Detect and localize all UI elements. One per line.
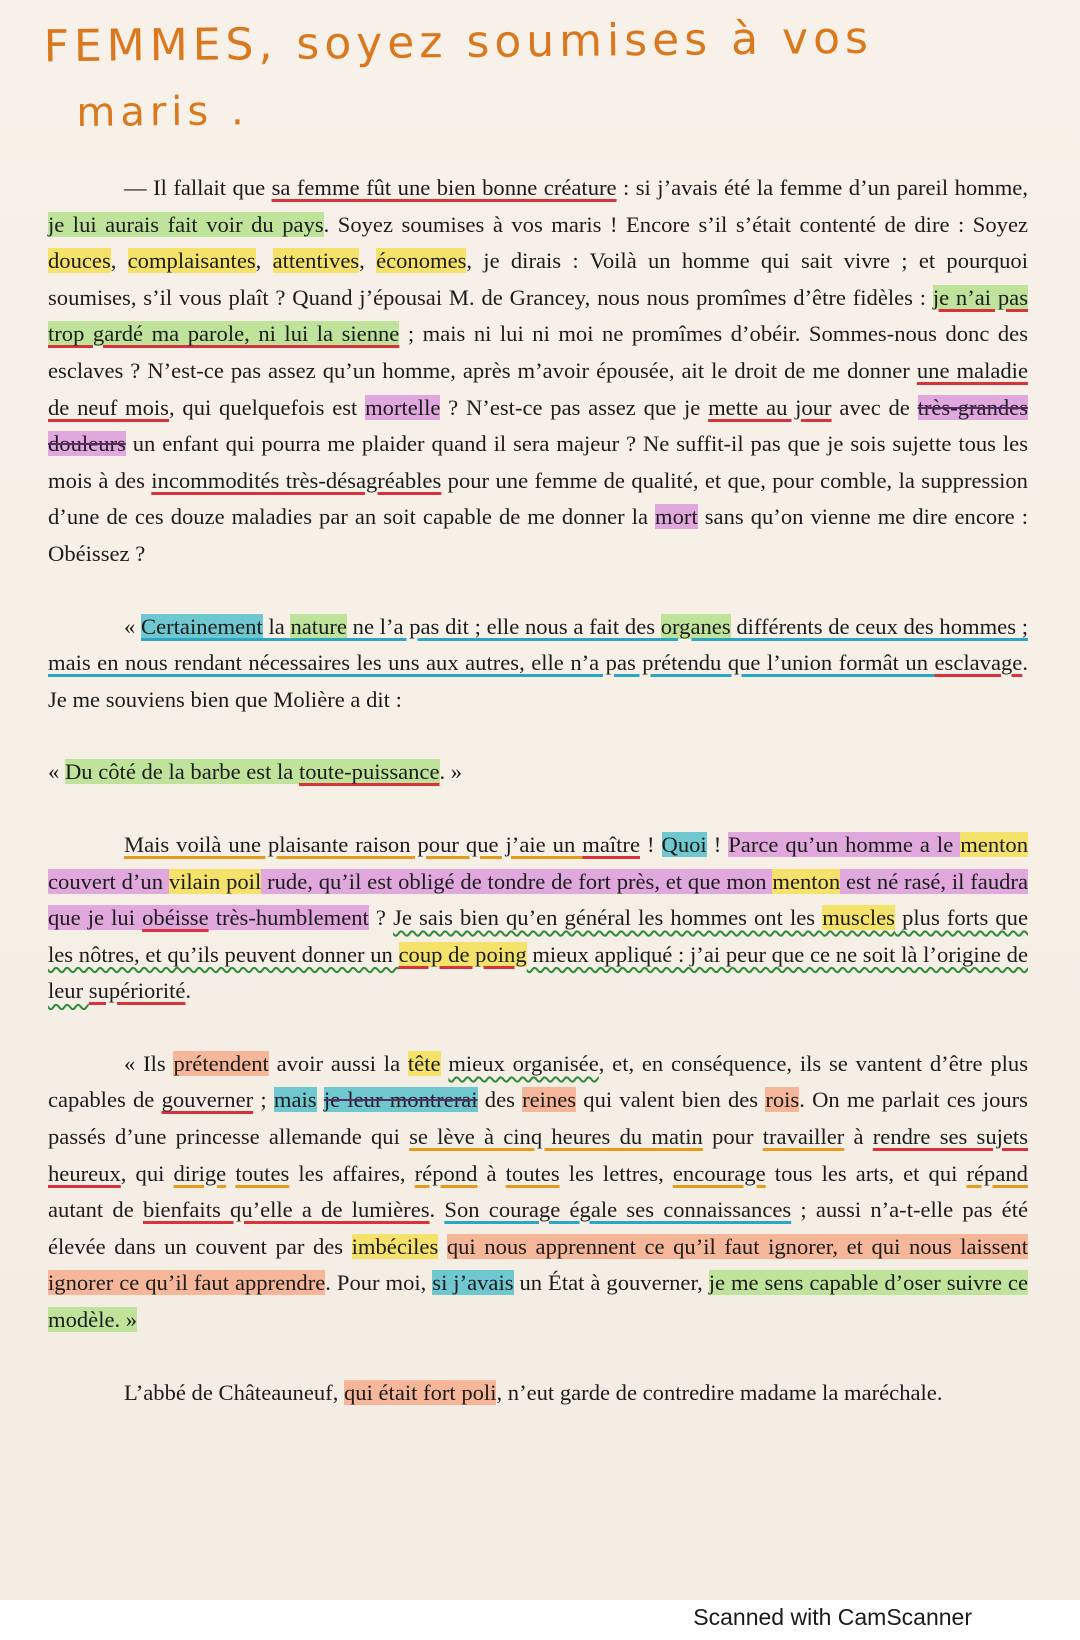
moliere-quote xyxy=(48,754,1028,791)
text-run: la xyxy=(262,613,291,639)
text-run: Quoi xyxy=(661,831,707,857)
text-run: sa femme fût une bien bonne créature xyxy=(271,175,617,200)
text-run: . xyxy=(185,978,192,1004)
paragraph-5 xyxy=(48,1375,1028,1412)
text-run: Certainement xyxy=(141,613,263,639)
text-run: dirige xyxy=(173,1160,227,1186)
paragraph-2 xyxy=(48,609,1028,719)
text-run: incommodités très-désagréables xyxy=(151,467,442,493)
text-run: — Il fallait que xyxy=(124,175,272,200)
text-run: mais xyxy=(273,1087,317,1113)
text-run: très-humblement xyxy=(208,905,369,931)
text-run: à xyxy=(477,1160,506,1186)
text-run: ; xyxy=(253,1087,274,1113)
text-run: toutes xyxy=(235,1160,290,1186)
text-run: ! xyxy=(639,831,662,857)
text-run xyxy=(226,1161,235,1186)
text-run: ; aussi n’a-t-elle pas été élevée dans un couvent par des xyxy=(48,1197,1028,1259)
text-run xyxy=(438,1234,447,1259)
text-run xyxy=(317,1087,324,1112)
text-run: , je dirais : Voilà un homme qui sait vivre ; et pourquoi soumises, s’il vous plaît ? Quand j’épousai M. de Grancey, nous nous promîmes d’être fidèles : xyxy=(48,248,1028,310)
text-run: sans qu’on vienne me dire encore : Obéissez ? xyxy=(48,504,1029,566)
text-run: un enfant qui pourra me plaider quand il sera majeur ? Ne suffit-il pas que je sois sujette tous les mois à des xyxy=(48,431,1028,493)
text-run: couvert d’un xyxy=(48,868,169,894)
text-run: à xyxy=(844,1124,873,1150)
text-run: . xyxy=(429,1197,445,1223)
text-run: Parce qu’un homme a le xyxy=(728,831,961,857)
text-run: Du côté de la barbe est la xyxy=(64,759,299,785)
text-run: . Pour moi, xyxy=(325,1270,433,1296)
text-run: , xyxy=(255,248,273,274)
text-run: qui valent bien des xyxy=(576,1087,766,1113)
text-run: . » xyxy=(439,759,463,785)
text-run: « xyxy=(124,613,142,639)
text-run: supériorité xyxy=(88,978,186,1004)
text-run: tête xyxy=(407,1050,441,1076)
text-run: autant de xyxy=(48,1197,143,1223)
text-run: reines xyxy=(522,1087,577,1113)
text-run: tous les arts, et qui xyxy=(765,1160,967,1186)
text-run: attentives xyxy=(272,248,360,274)
title-line-2: maris . xyxy=(76,88,249,137)
body-text xyxy=(48,170,1028,1411)
text-run: qui était fort poli xyxy=(344,1379,497,1405)
title-line-1: FEMMES, soyez soumises à vos xyxy=(43,12,874,73)
text-run: répond xyxy=(414,1160,478,1186)
text-run: . Je me souviens bien que Molière a dit : xyxy=(48,650,1028,712)
text-run: ? xyxy=(368,905,394,931)
text-run: douces xyxy=(48,248,111,274)
text-run: mieux organisée xyxy=(448,1050,599,1076)
text-run: : si j’avais été la femme d’un pareil homme, xyxy=(616,175,1028,200)
text-run: pour xyxy=(702,1124,763,1150)
text-run: prétendent xyxy=(173,1050,269,1076)
text-run: je me sens capable d’oser suivre ce modèle. » xyxy=(48,1270,1028,1333)
text-run: menton xyxy=(772,868,841,894)
text-run: L’abbé de Châteauneuf, xyxy=(124,1379,344,1405)
text-run: les lettres, xyxy=(559,1160,673,1186)
text-run: je lui aurais fait voir du pays xyxy=(48,211,324,237)
text-run: ? N’est-ce pas assez que je xyxy=(440,394,709,420)
text-run: , et, en conséquence, ils se vantent d’être plus capables de xyxy=(48,1050,1029,1113)
text-run: complaisantes xyxy=(127,248,256,274)
text-run: , n’eut garde de contredire madame la maréchale. xyxy=(496,1379,943,1405)
text-run: . Soyez soumises à vos maris ! Encore s’il s’était contenté de dire : Soyez xyxy=(323,211,1028,237)
text-run: rois xyxy=(765,1087,800,1113)
text-run: pour une femme de qualité, et que, pour comble, la suppression d’une de ces douze maladies par an soit capable de me donner la xyxy=(48,467,1028,530)
text-run: économes xyxy=(376,248,467,274)
footer-bar xyxy=(0,1600,1080,1640)
text-run: obéisse xyxy=(142,905,209,931)
text-run: Mais voilà une plaisante raison pour que j’aie un xyxy=(124,831,583,857)
text-run: si j’avais xyxy=(432,1270,514,1296)
text-run: esclavage xyxy=(934,650,1023,676)
text-run: mieux appliqué : j’ai peur que ce ne soit là l’origine de leur xyxy=(48,941,1028,1004)
text-run: différents de ceux des hommes ; mais en nous rendant nécessaires les uns aux autres, elle n’a pas prétendu que l’union formât un xyxy=(48,613,1028,676)
text-run: les affaires, xyxy=(289,1160,415,1186)
text-run: des xyxy=(477,1087,523,1113)
text-run: , xyxy=(110,248,128,274)
text-run: se lève à cinq heures du matin xyxy=(409,1124,703,1150)
text-run: très-grandes douleurs xyxy=(48,394,1029,457)
text-run: ne l’a pas dit ; elle nous a fait des xyxy=(346,613,661,639)
text-run: , qui xyxy=(120,1160,174,1186)
text-run: rude, qu’il est obligé de tondre de fort près, et que mon xyxy=(261,868,773,894)
text-run: « Ils xyxy=(124,1050,174,1076)
text-run: encourage xyxy=(672,1160,766,1186)
text-run: ! xyxy=(706,831,729,857)
text-run: gouverner xyxy=(161,1087,254,1113)
text-run: maître xyxy=(582,831,640,857)
text-run: mette au jour xyxy=(708,394,832,420)
text-run: mortelle xyxy=(365,394,441,420)
text-run: . On me parlait ces jours passés d’une princesse allemande qui xyxy=(48,1087,1028,1150)
handwritten-title xyxy=(43,6,874,147)
text-run: muscles xyxy=(822,905,895,931)
text-run: Je sais bien qu’en général les hommes ont les xyxy=(393,905,823,931)
text-run: vilain poil xyxy=(168,868,262,894)
text-run: « xyxy=(48,759,65,785)
text-run: ; mais ni lui ni moi ne promîmes d’obéir. Sommes-nous donc des esclaves ? N’est-ce pas assez qu’un homme, après m’avoir épousée, ait le droit de me donner xyxy=(48,321,1028,383)
text-run: plus forts que les nôtres, et qu’ils peuvent donner un xyxy=(48,905,1028,967)
text-run: rendre ses sujets heureux xyxy=(48,1124,1028,1186)
text-run: je leur montrerai xyxy=(323,1087,478,1113)
text-run: , qui quelquefois est xyxy=(168,394,366,420)
text-run: travailler xyxy=(762,1124,845,1150)
text-run: coup de poing xyxy=(398,941,527,967)
text-run: Son courage égale ses connaissances xyxy=(444,1197,792,1223)
text-run: menton xyxy=(960,831,1029,857)
text-run: avoir aussi la xyxy=(268,1050,408,1076)
text-run: toute-puissance xyxy=(298,759,440,785)
text-run: mort xyxy=(655,504,698,530)
text-run: répand xyxy=(966,1160,1028,1186)
text-run: nature xyxy=(290,613,347,639)
text-run: je n’ai pas trop gardé ma parole, ni lui la sienne xyxy=(48,284,1028,347)
text-run: avec de xyxy=(831,394,918,420)
paragraph-4 xyxy=(48,1046,1028,1339)
paragraph-1 xyxy=(48,170,1028,573)
text-run: bienfaits qu’elle a de lumières xyxy=(142,1197,430,1223)
text-run: qui nous apprennent ce qu’il faut ignorer, et qui nous laissent ignorer ce qu’il faut apprendre xyxy=(48,1233,1028,1296)
text-run: toutes xyxy=(505,1160,560,1186)
paragraph-3 xyxy=(48,827,1028,1010)
text-run: une maladie de neuf mois xyxy=(48,357,1028,420)
text-run: un État à gouverner, xyxy=(513,1270,709,1296)
text-run: imbéciles xyxy=(351,1233,439,1259)
camscanner-watermark: Scanned with CamScanner xyxy=(693,1604,972,1630)
text-run: , xyxy=(359,248,377,274)
text-run: est né rasé, il faudra que je lui xyxy=(48,868,1028,931)
text-run: organes xyxy=(660,613,731,639)
